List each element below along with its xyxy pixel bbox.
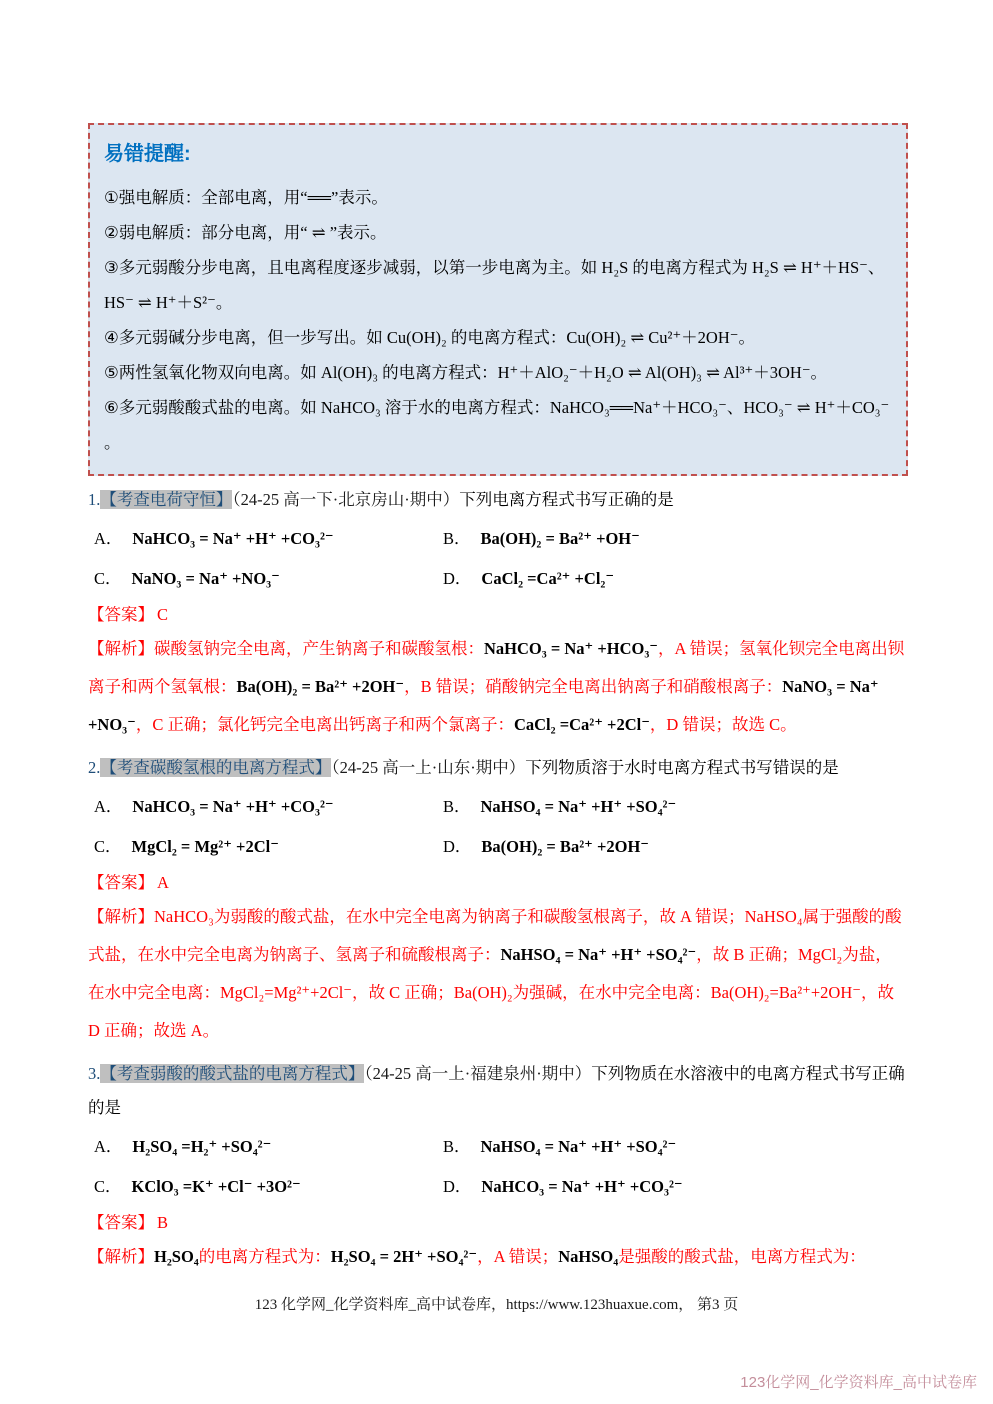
option-letter: D．	[443, 837, 472, 856]
tip-item-2: ②弱电解质：部分电离，用“ ⇌ ”表示。	[104, 223, 387, 242]
text-segment: （24-25 高一上·山东·期中）	[331, 758, 526, 777]
option-letter: A．	[94, 1137, 123, 1156]
option-a	[94, 519, 443, 559]
text-segment: ，A 错误；	[477, 1247, 559, 1266]
question-1-analysis	[88, 630, 908, 744]
option-formula: Ba(OH)₂ = Ba²⁺ +OH⁻	[480, 529, 640, 548]
tip-item-3: ③多元弱酸分步电离，且电离程度逐步减弱，以第一步电离为主。如 H₂S 的电离方程式为 H₂S ⇌ H⁺＋HS⁻、HS⁻ ⇌ H⁺＋S²⁻。	[104, 258, 885, 312]
option-c	[94, 559, 443, 599]
text-segment: H₂SO₄ = 2H⁺ +SO₄²⁻	[330, 1247, 478, 1266]
text-segment: H₂SO₄	[154, 1247, 199, 1266]
tips-box	[88, 123, 908, 476]
answer-label: 【答案】	[88, 605, 154, 624]
option-c	[94, 1167, 443, 1207]
text-segment: 下列电离方程式书写正确的是	[459, 490, 674, 509]
option-letter: D．	[443, 569, 472, 588]
option-formula: NaHCO₃ = Na⁺ +H⁺ +CO₃²⁻	[132, 529, 334, 548]
question-2-options	[94, 787, 908, 867]
option-formula: Ba(OH)₂ = Ba²⁺ +2OH⁻	[481, 837, 649, 856]
text-segment: 下列物质溶于水时电离方程式书写错误的是	[525, 758, 839, 777]
text-segment: （24-25 高一下·北京房山·期中）	[232, 490, 460, 509]
text-segment: NaNO₃ = Na⁺ +NO₃⁻	[88, 677, 879, 734]
text-segment: 【解析】NaHCO₃为弱酸的酸式盐，在水中完全电离为钠离子和碳酸氢根离子，故 A 错误；NaHSO₄属于强酸的酸式盐，在水中完全电离为钠离子、氢离子和硫酸根离子：	[88, 907, 902, 964]
text-segment: 【解析】碳酸氢钠完全电离，产生钠离子和碳酸氢根：	[88, 639, 484, 658]
question-3-analysis	[88, 1238, 908, 1276]
option-letter: B．	[443, 1137, 471, 1156]
answer-letter: A	[157, 873, 169, 892]
page-footer: 123 化学网_化学资料库_高中试卷库，https://www.123huaxue.com， 第3 页	[254, 1297, 739, 1313]
question-1-answer	[88, 599, 908, 630]
option-letter: B．	[443, 797, 471, 816]
question-2	[88, 751, 908, 1050]
question-3-answer	[88, 1207, 908, 1238]
text-segment: 【考查弱酸的酸式盐的电离方程式】	[100, 1064, 365, 1083]
text-segment: 是强酸的酸式盐，电离方程式为：	[618, 1247, 866, 1266]
option-b	[443, 519, 908, 559]
tip-item-4: ④多元弱碱分步电离，但一步写出。如 Cu(OH)₂ 的电离方程式：Cu(OH)₂ ⇌ Cu²⁺＋2OH⁻。	[104, 328, 755, 347]
text-segment: 下列物质在水溶液中的电离方程式书写正确的是	[88, 1064, 905, 1117]
tip-item-5: ⑤两性氢氧化物双向电离。如 Al(OH)₃ 的电离方程式：H⁺＋AlO₂⁻＋H₂O ⇌ Al(OH)₃ ⇌ Al³⁺＋3OH⁻。	[104, 363, 828, 382]
option-b	[443, 1127, 908, 1167]
text-segment: ，A 错误；氢氧化钡完全电离出钡离子和两个氢氧根：	[88, 639, 905, 696]
option-formula: KClO₃ =K⁺ +Cl⁻ +3O²⁻	[131, 1177, 301, 1196]
question-2-header	[88, 751, 908, 785]
text-segment: （24-25 高一上·福建泉州·期中）	[364, 1064, 592, 1083]
text-segment: NaHSO₄	[558, 1247, 619, 1266]
option-d	[443, 559, 908, 599]
text-segment: 2.	[88, 758, 101, 777]
option-letter: D．	[443, 1177, 472, 1196]
text-segment: 【考查碳酸氢根的电离方程式】	[100, 758, 332, 777]
text-segment: 1.	[88, 490, 101, 509]
question-3-header	[88, 1057, 908, 1125]
text-segment: 3.	[88, 1064, 101, 1083]
option-formula: NaHSO₄ = Na⁺ +H⁺ +SO₄²⁻	[480, 797, 677, 816]
text-segment: ，D 错误；故选 C。	[649, 715, 797, 734]
option-formula: NaHSO₄ = Na⁺ +H⁺ +SO₄²⁻	[480, 1137, 677, 1156]
option-formula: NaNO₃ = Na⁺ +NO₃⁻	[131, 569, 280, 588]
text-segment: Ba(OH)₂ = Ba²⁺ +2OH⁻	[236, 677, 405, 696]
option-c	[94, 827, 443, 867]
answer-letter: B	[157, 1213, 169, 1232]
option-formula: NaHCO₃ = Na⁺ +H⁺ +CO₃²⁻	[481, 1177, 683, 1196]
option-letter: A．	[94, 529, 123, 548]
text-segment: 【解析】	[88, 1247, 154, 1266]
text-segment: 的电离方程式为：	[198, 1247, 331, 1266]
watermark-text: 123化学网_化学资料库_高中试卷库	[740, 1374, 977, 1391]
question-1-options	[94, 519, 908, 599]
tip-item-1: ①强电解质：全部电离，用“══”表示。	[104, 188, 388, 207]
question-3	[88, 1057, 908, 1276]
page-content	[88, 123, 908, 1276]
question-1-header	[88, 483, 908, 517]
option-letter: C．	[94, 1177, 122, 1196]
option-formula: H₂SO₄ =H₂⁺ +SO₄²⁻	[132, 1137, 272, 1156]
option-a	[94, 1127, 443, 1167]
option-d	[443, 827, 908, 867]
option-letter: C．	[94, 569, 122, 588]
question-1	[88, 483, 908, 744]
text-segment: ，B 错误；硝酸钠完全电离出钠离子和硝酸根离子：	[404, 677, 783, 696]
answer-label: 【答案】	[88, 873, 154, 892]
option-formula: MgCl₂ = Mg²⁺ +2Cl⁻	[131, 837, 279, 856]
question-2-analysis	[88, 898, 908, 1050]
text-segment: CaCl₂ =Ca²⁺ +2Cl⁻	[513, 715, 650, 734]
text-segment: 【考查电荷守恒】	[100, 490, 233, 509]
text-segment: ，C 正确；氯化钙完全电离出钙离子和两个氯离子：	[135, 715, 514, 734]
option-letter: B．	[443, 529, 471, 548]
text-segment: ，故 B 正确；MgCl₂为盐，在水中完全电离：MgCl₂=Mg²⁺+2Cl⁻，故 C 正确；Ba(OH)₂为强碱，在水中完全电离：Ba(OH)₂=Ba²⁺+2OH⁻，故 D 正确；故选 A。	[88, 945, 894, 1040]
option-letter: C．	[94, 837, 122, 856]
option-formula: CaCl₂ =Ca²⁺ +Cl₂⁻	[481, 569, 615, 588]
text-segment: NaHCO₃ = Na⁺ +HCO₃⁻	[484, 639, 658, 658]
option-b	[443, 787, 908, 827]
question-3-options	[94, 1127, 908, 1207]
option-formula: NaHCO₃ = Na⁺ +H⁺ +CO₃²⁻	[132, 797, 334, 816]
answer-letter: C	[157, 605, 169, 624]
answer-label: 【答案】	[88, 1213, 154, 1232]
tip-item-6: ⑥多元弱酸酸式盐的电离。如 NaHCO₃ 溶于水的电离方程式：NaHCO₃══Na⁺＋HCO₃⁻、HCO₃⁻ ⇌ H⁺＋CO₃⁻ 。	[104, 398, 890, 452]
option-letter: A．	[94, 797, 123, 816]
option-a	[94, 787, 443, 827]
option-d	[443, 1167, 908, 1207]
tips-box-title: 易错提醒:	[104, 143, 191, 165]
question-2-answer	[88, 867, 908, 898]
text-segment: NaHSO₄ = Na⁺ +H⁺ +SO₄²⁻	[500, 945, 697, 964]
